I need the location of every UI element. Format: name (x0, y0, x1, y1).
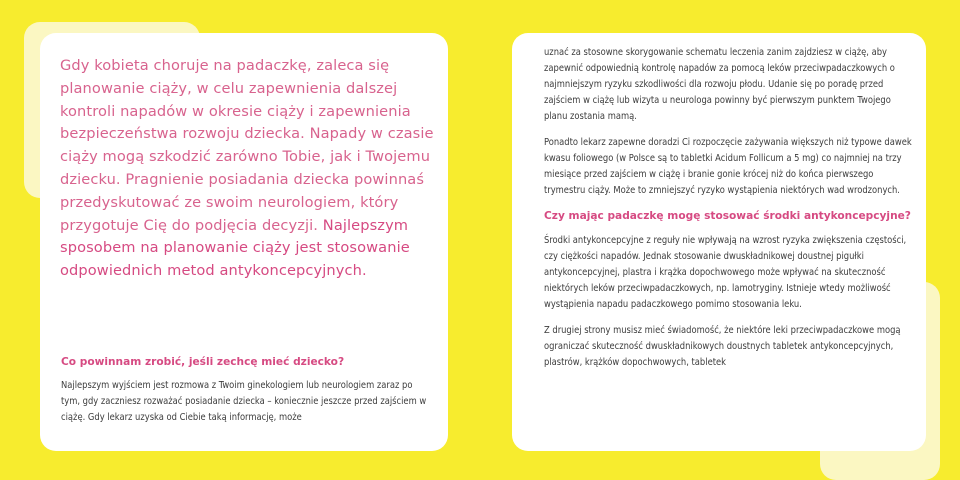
intro-text: Gdy kobieta choruje na padaczkę, zaleca się planowanie ciąży, w celu zapewnienia dalszej kontroli napadów w okresie ciąży i zapewnienia bezpieczeństwa rozwoju dziecka. Napady w czasie ciąży mogą szkodzić zarówno Tobie, jak i Twojemu dziecku. Pragnienie posiadania dziecka powinnaś przedyskutować ze swoim neurologiem, który przygotuje Cię do podjęcia decyzji. (60, 57, 434, 234)
right-column (544, 45, 914, 381)
intro-paragraph (60, 55, 442, 283)
contraception-paragraph: Środki antykoncepcyjne z reguły nie wpływają na wzrost ryzyka zwiększenia częstości, czy ciężkości napadów. Jednak stosowanie dwuskładnikowej doustnej pigułki antykoncepcyjnej, plastra i krążka dopochwowego może wpływać na skuteczność niektórych leków przeciwpadaczkowych, np. lamotryginy. Istnieje wtedy możliwość wystąpienia napadu padaczkowego pomimo stosowania leku. (544, 235, 907, 310)
pregnancy-paragraph-start: Najlepszym wyjściem jest rozmowa z Twoim ginekologiem lub neurologiem zaraz po tym, gdy zaczniesz rozważać posiadanie dziecka – koniecznie jeszcze przed zajściem w ciążę. Gdy lekarz uzyska od Ciebie taką informację, może (61, 380, 427, 423)
section-heading-contraception: Czy mając padaczkę mogę stosować środki antykoncepcyjne? (544, 210, 911, 222)
drug-interaction-paragraph: Z drugiej strony musisz mieć świadomość, że niektóre leki przeciwpadaczkowe mogą ograniczać skuteczność dwuskładnikowych doustnych tabletek antykoncepcyjnych, plastrów, krążków dopochwowych, tabletek (544, 325, 901, 368)
section-heading-pregnancy: Co powinnam zrobić, jeśli zechcę mieć dziecko? (61, 356, 345, 368)
intro-highlight: Najlepszym sposobem na planowanie ciąży jest stosowanie odpowiednich metod antykoncepcyjnych. (60, 216, 410, 280)
folic-acid-paragraph: Ponadto lekarz zapewne doradzi Ci rozpoczęcie zażywania większych niż typowe dawek kwasu foliowego (w Polsce są to tabletki Acidum Follicum a 5 mg) co najmniej na trzy miesiące przed zajściem w ciążę i branie gonie krócej niż do końca pierwszego trymestru ciąży. Może to zmniejszyć ryzyko wystąpienia niektórych wad wrodzonych. (544, 137, 912, 196)
pregnancy-paragraph-continued: uznać za stosowne skorygowanie schematu leczenia zanim zajdziesz w ciążę, aby zapewnić odpowiednią kontrolę napadów za pomocą leków przeciwpadaczkowych o najmniejszym ryzyku szkodliwości dla rozwoju płodu. Udanie się po poradę przed zajściem w ciążę lub wizyta u neurologa powinny być pierwszym punktem Twojego planu zostania mamą. (544, 47, 895, 122)
